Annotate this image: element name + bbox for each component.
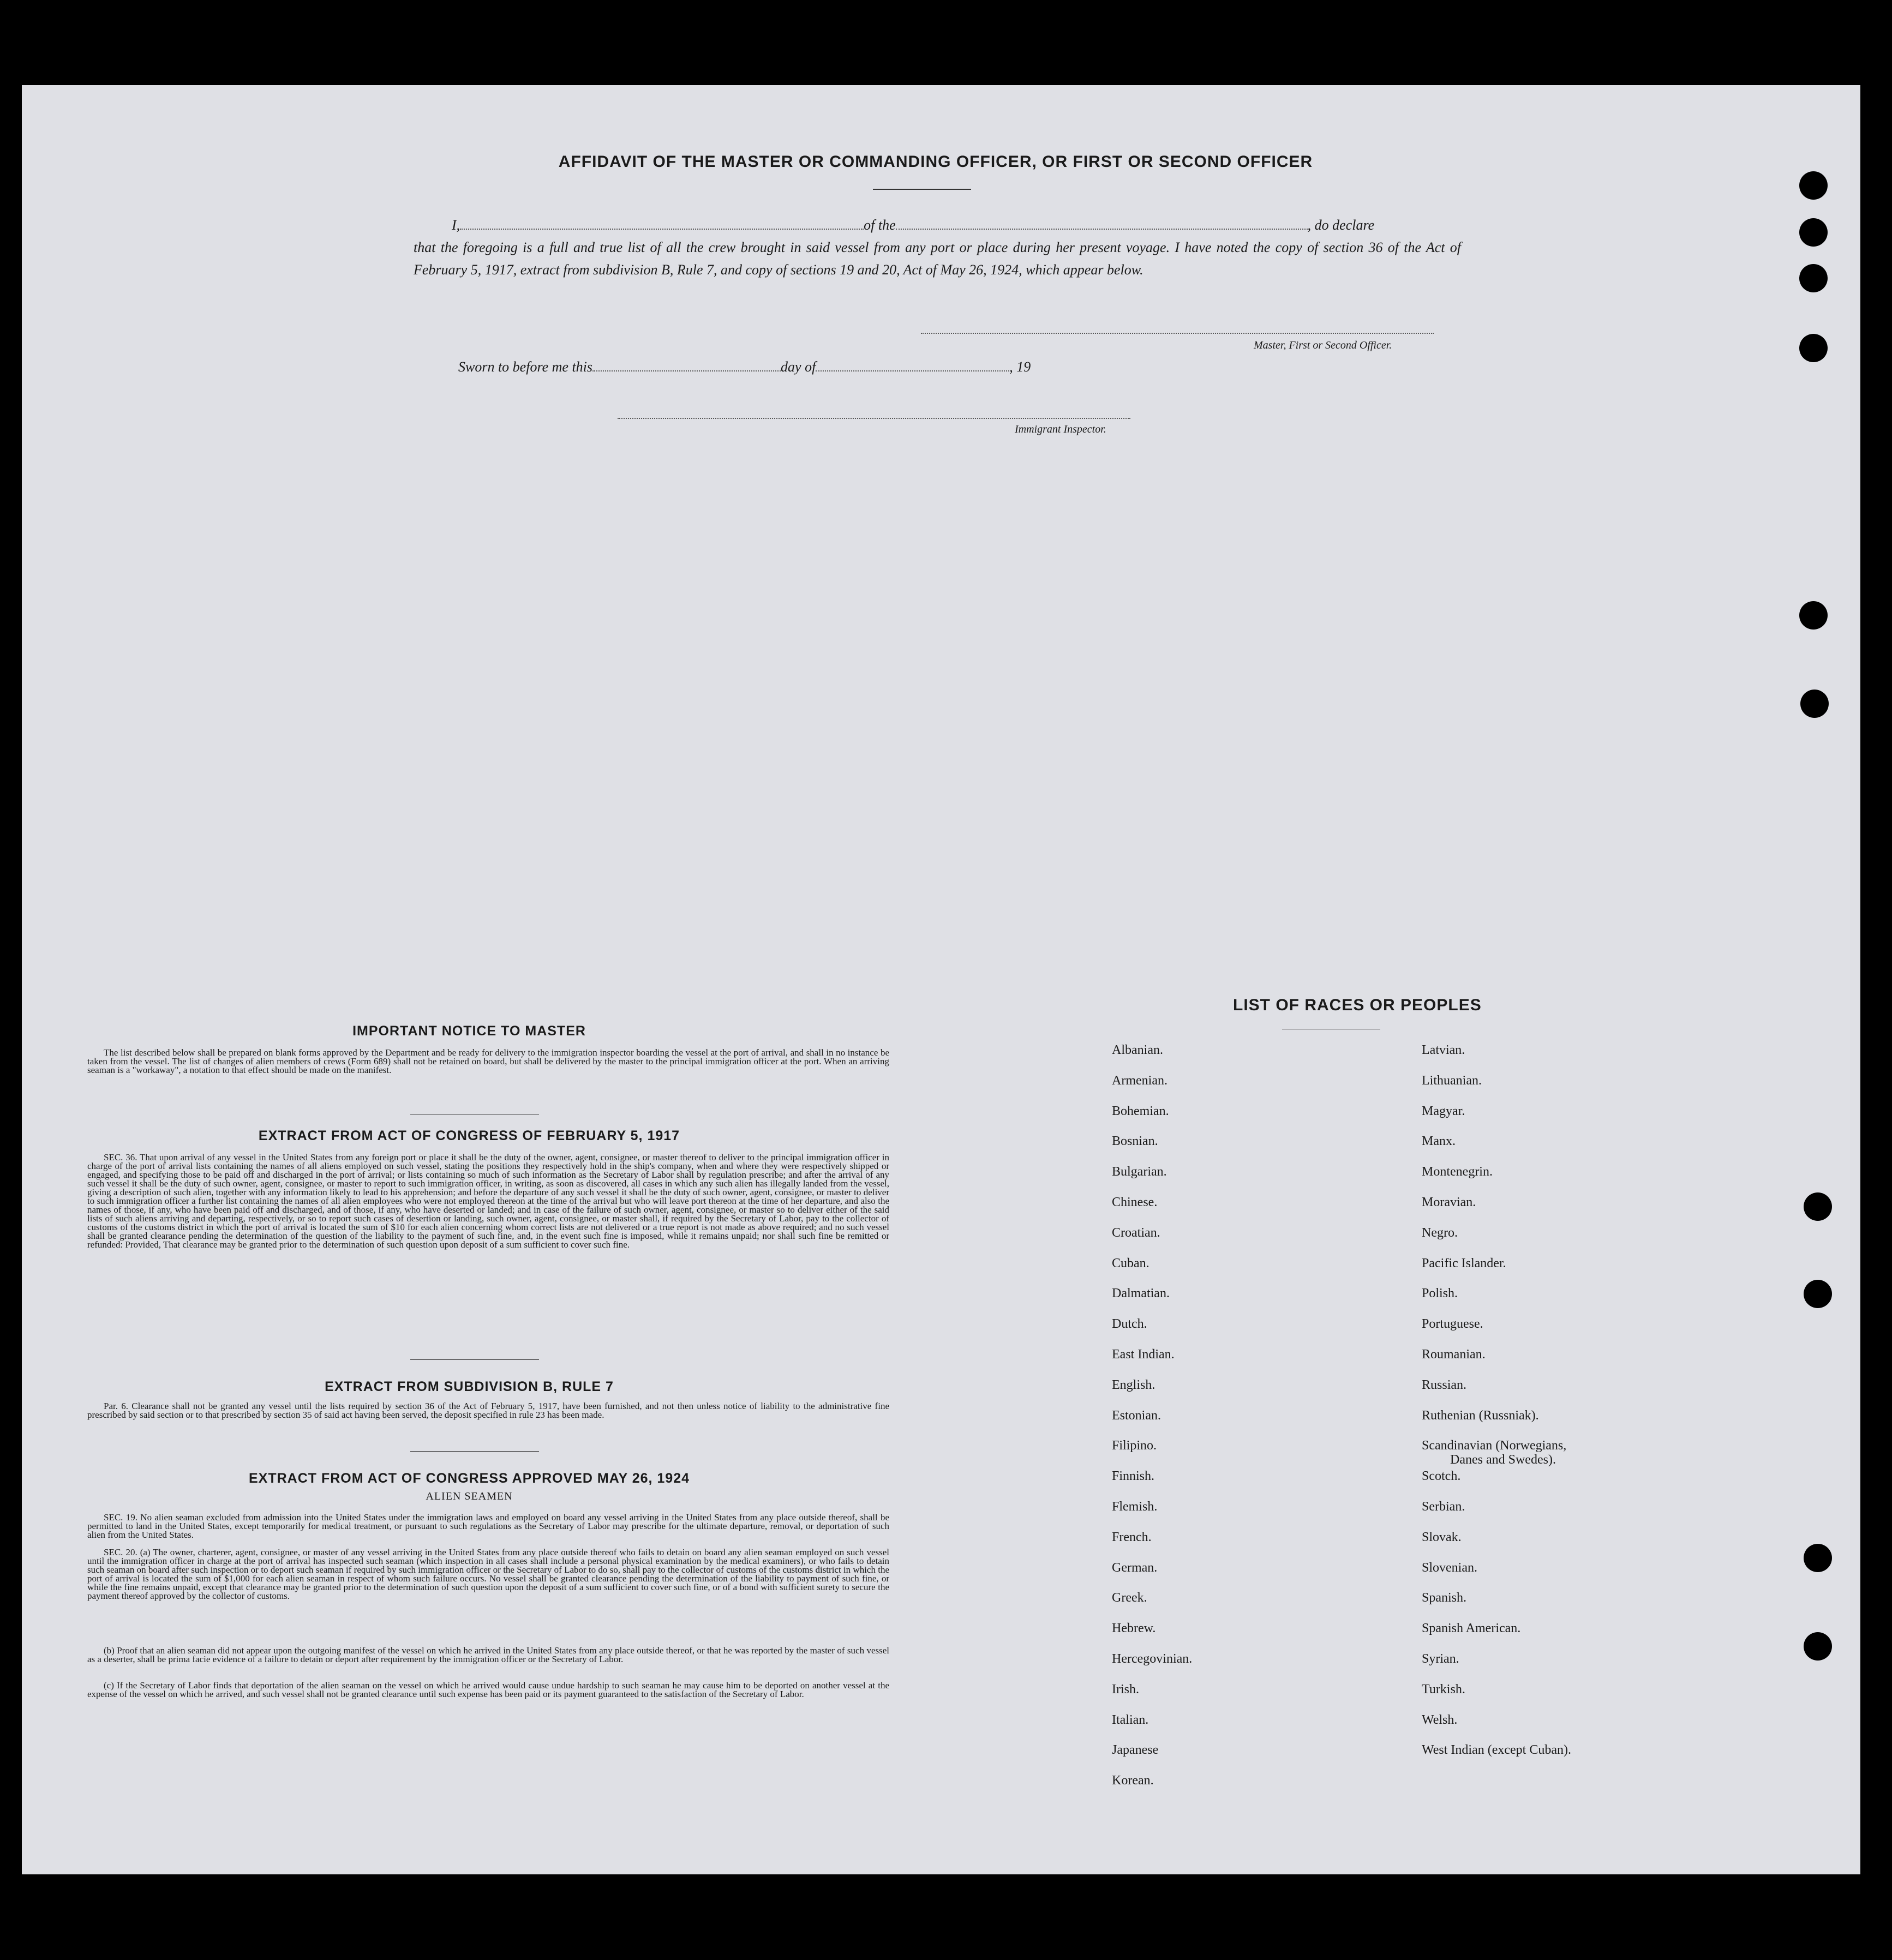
race-item: Turkish. (1422, 1682, 1465, 1697)
race-item: Slovenian. (1422, 1560, 1477, 1575)
race-item: Ruthenian (Russniak). (1422, 1408, 1539, 1423)
race-item: Greek. (1112, 1591, 1147, 1605)
race-item: Roumanian. (1422, 1347, 1486, 1362)
race-item: Estonian. (1112, 1408, 1161, 1423)
divider (410, 1451, 539, 1452)
punch-hole (1799, 601, 1828, 630)
race-item: Lithuanian. (1422, 1073, 1482, 1088)
race-item: Chinese. (1112, 1195, 1158, 1209)
act-1924-title: EXTRACT FROM ACT OF CONGRESS APPROVED MAY 26, 1924 (248, 1471, 690, 1486)
race-item: Irish. (1112, 1682, 1139, 1697)
act-1917-title: EXTRACT FROM ACT OF CONGRESS OF FEBRUARY 5, 1917 (258, 1128, 680, 1143)
race-item: Filipino. (1112, 1438, 1157, 1453)
sec-20c-text: (c) If the Secretary of Labor finds that deportation of the alien seaman on the vessel on which he arrived would cause undue hardship to such seaman he may cause him to be deported on another vessel at the expense of the vessel on which he arrived, and such vessel shall not be granted clearance until such expense has been paid or its payment guaranteed to the satisfaction of the Secretary of Labor. (87, 1680, 889, 1699)
race-item: Portuguese. (1422, 1317, 1483, 1332)
affidavit-body (414, 214, 1461, 281)
name-blank (460, 229, 864, 230)
race-item: Serbian. (1422, 1500, 1465, 1514)
rule-7-title: EXTRACT FROM SUBDIVISION B, RULE 7 (325, 1379, 614, 1394)
sworn-prefix: Sworn to before me this (458, 359, 593, 375)
sworn-day-of: day of (781, 359, 816, 375)
affidavit-title: AFFIDAVIT OF THE MASTER OR COMMANDING OFFICER, OR FIRST OR SECOND OFFICER (558, 153, 1313, 171)
race-item: Armenian. (1112, 1073, 1167, 1088)
race-item: English. (1112, 1377, 1155, 1392)
race-item: Syrian. (1422, 1652, 1459, 1666)
race-item: Montenegrin. (1422, 1165, 1493, 1179)
affidavit-of-the: of the (864, 217, 896, 233)
divider (873, 189, 971, 190)
punch-hole (1799, 218, 1828, 247)
officer-caption: Master, First or Second Officer. (1254, 339, 1392, 351)
punch-hole (1804, 1280, 1832, 1308)
sec-20a-text: SEC. 20. (a) The owner, charterer, agent, consignee, or master of any vessel arriving in the United States from any place outside thereof who fails to detain on board any alien seaman employed on such vessel until the immigration officer in charge at the port of arrival has inspected such seaman (which inspection in all cases shall include a personal physical examination by the medical examiners), or who fails to detain such seaman on board after such inspection or to deport such seaman if required by such immigration officer or the Secretary of Labor to do so, shall pay to the collector of customs of the customs district in which the port of arrival is located the sum of $1,000 for each alien seaman in respect of whom such failure occurs. No vessel shall be granted clearance pending the determination of the liability to payment of such fine, or while the fine remains unpaid, except that clearance may be granted prior to the determination of such question upon the deposit of a sum sufficient to cover such fine, or of a bond with sufficient surety to secure the payment thereof approved by the collector of customs. (87, 1547, 889, 1601)
race-item: Croatian. (1112, 1225, 1160, 1240)
affidavit-text: that the foregoing is a full and true list of all the crew brought in said vessel from any port or place during her present voyage. I have noted the copy of section 36 of the Act of February 5, 1917, extract from subdivision B, Rule 7, and copy of sections 19 and 20, Act of May 26, 1924, which appear below. (414, 239, 1461, 278)
sec-20b-text: (b) Proof that an alien seaman did not appear upon the outgoing manifest of the vessel on which he arrived in the United States from any place outside thereof, or that he was reported by the master of such vessel as a deserter, shall be prima facie evidence of a failure to detain or deport after requirement by the immigration officer or the Secretary of Labor. (87, 1645, 889, 1664)
punch-hole (1804, 1192, 1832, 1221)
race-item: Bulgarian. (1112, 1165, 1167, 1179)
act-1917-text: SEC. 36. That upon arrival of any vessel in the United States from any foreign port or place it shall be the duty of the owner, agent, consignee, or master thereof to deliver to the principal immigration officer in charge of the port of arrival lists containing the names of all aliens employed on such vessel, stating the positions they respectively hold in the ship's company, when and where they were respectively shipped or engaged, and specifying those to be paid off and discharged in the port of arrival; or lists containing so much of such information as the Secretary of Labor shall by regulation prescribe; and after the arrival of any such vessel it shall be the duty of such owner, agent, consignee, or master to report to such immigration officer, in writing, as soon as discovered, all cases in which any such alien has illegally landed from the vessel, giving a description of such alien, together with any information likely to lead to his apprehension; and before the departure of any such vessel it shall be the duty of such owner, agent, consignee, or master to deliver to such immigration officer a further list containing the names of all alien employees who were not employed thereon at the time of the arrival but who will leave port thereon at the time of her departure, and also the names of those, if any, who have been paid off and discharged, and of those, if any, who have deserted or landed; and in case of the failure of such owner, agent, consignee, or master so to deliver either of the said lists of such aliens arriving and departing, respectively, or so to report such cases of desertion or landing, such owner, agent, consignee, or master shall, if required by the Secretary of Labor, pay to the collector of customs of the customs district in which the port of arrival is located the sum of $10 for each alien concerning whom correct lists are not delivered or a true report is not made as above required; and no such vessel shall be granted clearance pending the determination of the question of the liability to the payment of such fine, and, in the event such fine is imposed, while it remains unpaid; nor shall such fine be remitted or refunded: Provided, That clearance may be granted prior to the determination of such question upon deposit of a sum sufficient to cover such fine. (87, 1152, 889, 1250)
race-item: Finnish. (1112, 1469, 1155, 1484)
notice-text: The list described below shall be prepared on blank forms approved by the Department and be ready for delivery to the immigration inspector boarding the vessel at the port of arrival, and shall in no instance be taken from the vessel. The list of changes of alien members of crews (Form 689) shall not be retained on board, but shall be delivered by the master to the principal immigration officer at the port. When an arriving seaman is a "workaway", a notation to that effect should be made on the manifest. (87, 1047, 889, 1075)
race-item: German. (1112, 1560, 1158, 1575)
race-item: Pacific Islander. (1422, 1256, 1506, 1270)
race-item: Russian. (1422, 1377, 1467, 1392)
race-item: Magyar. (1422, 1104, 1465, 1118)
race-item: Moravian. (1422, 1195, 1476, 1209)
punch-hole (1804, 1632, 1832, 1661)
affidavit-i: I, (452, 217, 460, 233)
sworn-year: , 19 (1009, 359, 1031, 375)
race-item: Latvian. (1422, 1043, 1465, 1057)
race-item: Bosnian. (1112, 1134, 1158, 1149)
alien-seamen-subtitle: ALIEN SEAMEN (426, 1490, 513, 1502)
race-item-continuation: Danes and Swedes). (1450, 1453, 1556, 1467)
race-item: Dutch. (1112, 1317, 1147, 1332)
punch-hole (1800, 690, 1829, 718)
sec-19-text: SEC. 19. No alien seaman excluded from admission into the United States under the immigration laws and employed on board any vessel arriving in the United States from any place outside thereof, shall be permitted to land in the United States, except temporarily for medical treatment, or pursuant to such regulations as the Secretary of Labor may prescribe for the ultimate departure, removal, or deportation of such alien from the United States. (87, 1512, 889, 1540)
race-item: Spanish. (1422, 1591, 1467, 1605)
document-page (22, 85, 1860, 1874)
race-item: West Indian (except Cuban). (1422, 1743, 1571, 1758)
officer-signature-line (921, 333, 1434, 334)
month-blank (816, 370, 1009, 371)
race-item: Hebrew. (1112, 1621, 1156, 1636)
inspector-signature-line (618, 418, 1130, 419)
race-item: Bohemian. (1112, 1104, 1169, 1118)
race-item: Negro. (1422, 1225, 1458, 1240)
race-item: Japanese (1112, 1743, 1159, 1758)
race-item: Dalmatian. (1112, 1286, 1170, 1301)
race-item: Slovak. (1422, 1530, 1462, 1544)
rule-7-text: Par. 6. Clearance shall not be granted any vessel until the lists required by section 36 of the Act of February 5, 1917, have been furnished, and not then unless notice of liability to the administrative fine prescribed by said section or to that prescribed by section 35 of said act having been served, the deposit specified in rule 23 has been made. (87, 1401, 889, 1420)
race-item: Welsh. (1422, 1712, 1458, 1727)
punch-hole (1799, 264, 1828, 292)
sworn-line (458, 359, 1031, 375)
races-title: LIST OF RACES OR PEOPLES (1233, 996, 1482, 1014)
race-item: Korean. (1112, 1773, 1154, 1788)
punch-hole (1804, 1544, 1832, 1572)
punch-hole (1799, 334, 1828, 362)
race-item: Spanish American. (1422, 1621, 1521, 1636)
race-item: Polish. (1422, 1286, 1458, 1301)
divider (410, 1359, 539, 1360)
race-item: Albanian. (1112, 1043, 1163, 1057)
race-item: Italian. (1112, 1712, 1149, 1727)
inspector-caption: Immigrant Inspector. (1015, 423, 1106, 435)
notice-title: IMPORTANT NOTICE TO MASTER (352, 1023, 586, 1039)
race-item: Hercegovinian. (1112, 1652, 1193, 1666)
race-item: Flemish. (1112, 1500, 1158, 1514)
race-item: East Indian. (1112, 1347, 1175, 1362)
race-item: Scandinavian (Norwegians, (1422, 1438, 1567, 1453)
race-item: Scotch. (1422, 1469, 1461, 1484)
race-item: Cuban. (1112, 1256, 1149, 1270)
race-item: Manx. (1422, 1134, 1456, 1149)
race-item: French. (1112, 1530, 1152, 1544)
affidavit-first-line (414, 214, 1461, 236)
day-blank (592, 370, 781, 371)
vessel-blank (896, 229, 1308, 230)
punch-hole (1799, 171, 1828, 200)
affidavit-declare: , do declare (1307, 217, 1375, 233)
